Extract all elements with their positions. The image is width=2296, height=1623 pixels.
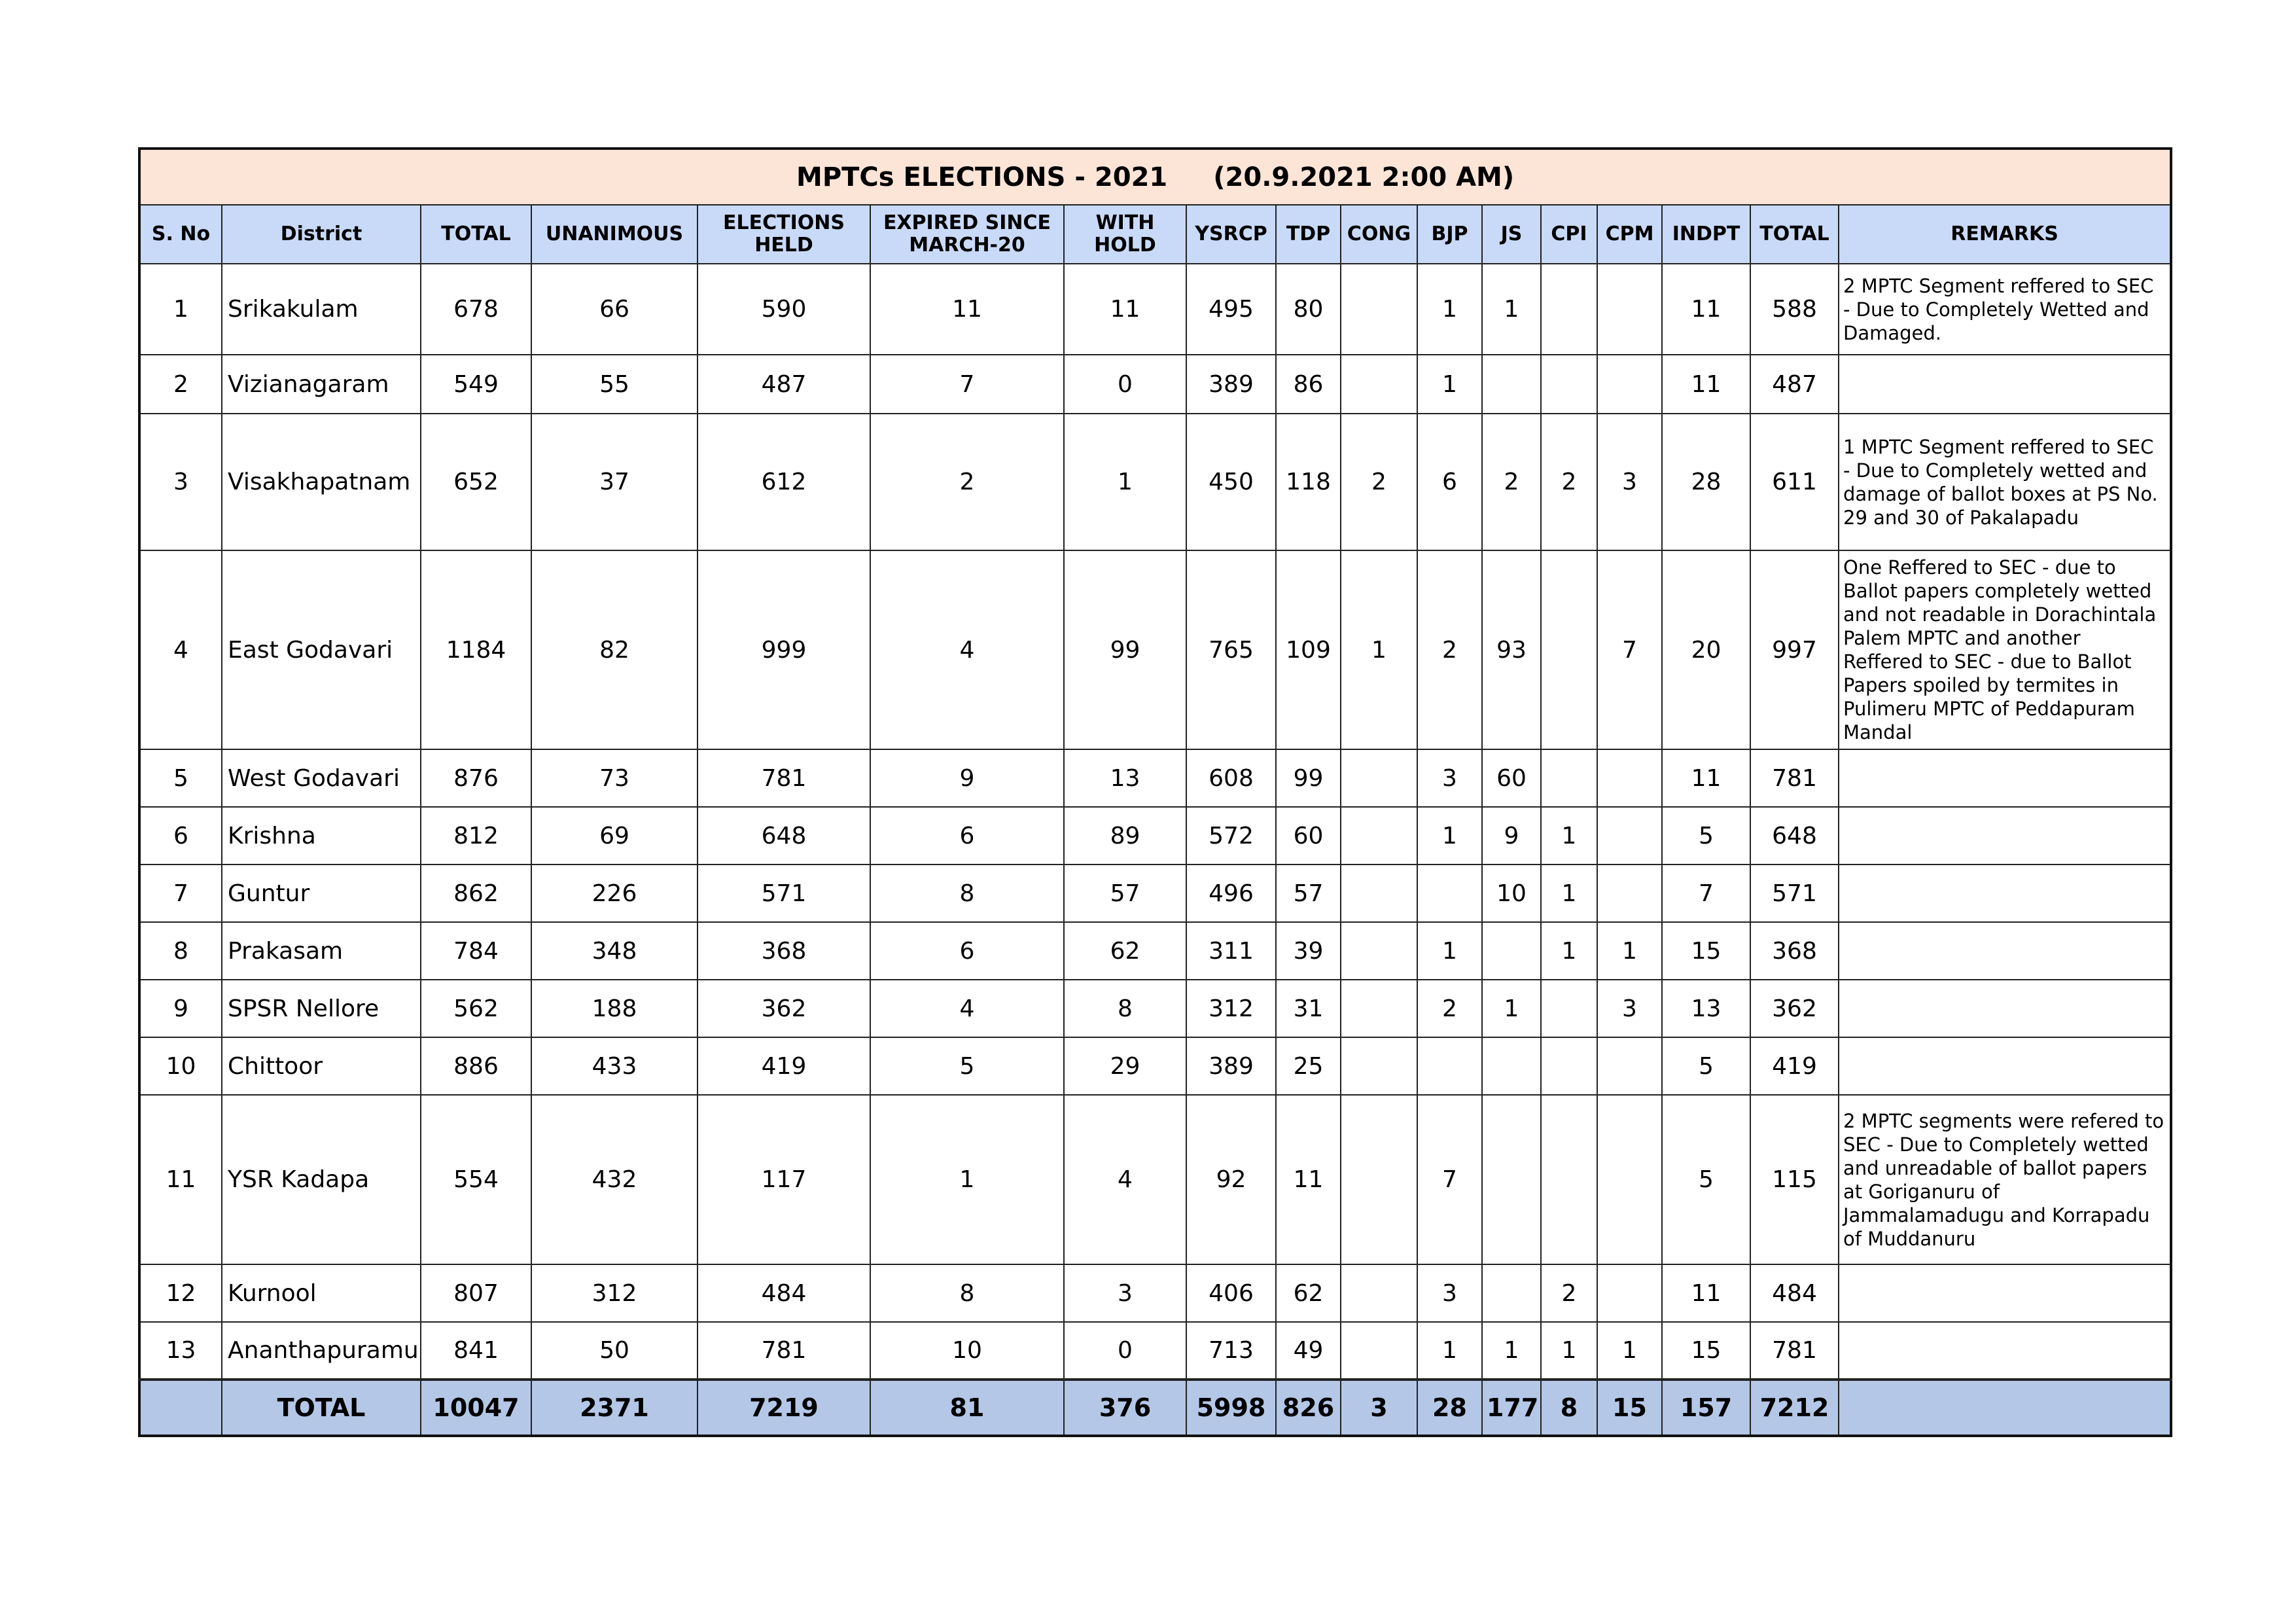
cell-indpt: 20: [1662, 550, 1750, 749]
cell-js: [1482, 1264, 1541, 1322]
cell-withhold: 8: [1064, 980, 1186, 1037]
cell-remarks: [1839, 749, 2171, 807]
cell-cpi: [1541, 264, 1597, 355]
cell-total2: 611: [1750, 414, 1839, 550]
table-row: [139, 414, 2171, 550]
cell-cpm: 3: [1597, 980, 1662, 1037]
header-unanimous: UNANIMOUS: [531, 205, 698, 264]
cell-expired: 7: [870, 355, 1064, 414]
cell-remarks: [1839, 1037, 2171, 1095]
cell-withhold: 29: [1064, 1037, 1186, 1095]
cell-tdp: 62: [1276, 1264, 1341, 1322]
cell-unanimous: 312: [531, 1264, 698, 1322]
cell-district: Prakasam: [222, 922, 421, 980]
cell-district: SPSR Nellore: [222, 980, 421, 1037]
cell-bjp: 1: [1417, 922, 1482, 980]
cell-ysrcp: 406: [1186, 1264, 1276, 1322]
cell-bjp: [1417, 865, 1482, 922]
table-row: [139, 922, 2171, 980]
cell-cong: [1341, 1095, 1417, 1264]
cell-sno: 11: [139, 1095, 222, 1264]
cell-total: 841: [421, 1322, 531, 1380]
cell-tdp: 11: [1276, 1095, 1341, 1264]
cell-expired: 2: [870, 414, 1064, 550]
cell-bjp: 1: [1417, 807, 1482, 865]
cell-remarks: 2 MPTC Segment reffered to SEC - Due to Completely Wetted and Damaged.: [1839, 264, 2171, 355]
cell-unanimous: 69: [531, 807, 698, 865]
cell-cpm: 1: [1597, 922, 1662, 980]
cell-withhold: 4: [1064, 1095, 1186, 1264]
cell-js: 60: [1482, 749, 1541, 807]
header-elections-held-line2: HELD: [754, 234, 813, 257]
cell-district: Srikakulam: [222, 264, 421, 355]
table-row: [139, 749, 2171, 807]
total-ysrcp: 5998: [1186, 1380, 1276, 1436]
cell-js: [1482, 1095, 1541, 1264]
cell-expired: 11: [870, 264, 1064, 355]
cell-bjp: 3: [1417, 1264, 1482, 1322]
cell-held: 419: [698, 1037, 870, 1095]
total-bjp: 28: [1417, 1380, 1482, 1436]
cell-total2: 419: [1750, 1037, 1839, 1095]
cell-unanimous: 348: [531, 922, 698, 980]
total-tdp: 826: [1276, 1380, 1341, 1436]
cell-district: West Godavari: [222, 749, 421, 807]
cell-sno: 1: [139, 264, 222, 355]
cell-unanimous: 433: [531, 1037, 698, 1095]
cell-cpi: 1: [1541, 807, 1597, 865]
cell-ysrcp: 572: [1186, 807, 1276, 865]
cell-indpt: 28: [1662, 414, 1750, 550]
total-total: 10047: [421, 1380, 531, 1436]
total-cong: 3: [1341, 1380, 1417, 1436]
cell-cong: [1341, 1322, 1417, 1380]
table-row: [139, 1095, 2171, 1264]
cell-indpt: 7: [1662, 865, 1750, 922]
cell-cpm: [1597, 1264, 1662, 1322]
cell-js: [1482, 1037, 1541, 1095]
cell-js: 1: [1482, 980, 1541, 1037]
cell-cpi: [1541, 749, 1597, 807]
cell-total: 784: [421, 922, 531, 980]
cell-withhold: 13: [1064, 749, 1186, 807]
cell-ysrcp: 312: [1186, 980, 1276, 1037]
cell-ysrcp: 389: [1186, 1037, 1276, 1095]
cell-remarks: [1839, 922, 2171, 980]
cell-unanimous: 73: [531, 749, 698, 807]
cell-unanimous: 37: [531, 414, 698, 550]
cell-js: 1: [1482, 264, 1541, 355]
header-withhold: [1064, 205, 1186, 264]
header-expired-line1: EXPIRED SINCE: [883, 211, 1051, 234]
cell-bjp: 1: [1417, 355, 1482, 414]
total-withhold: 376: [1064, 1380, 1186, 1436]
cell-unanimous: 432: [531, 1095, 698, 1264]
cell-indpt: 5: [1662, 807, 1750, 865]
cell-unanimous: 226: [531, 865, 698, 922]
cell-tdp: 80: [1276, 264, 1341, 355]
cell-js: 9: [1482, 807, 1541, 865]
cell-held: 999: [698, 550, 870, 749]
cell-bjp: 3: [1417, 749, 1482, 807]
cell-remarks: [1839, 355, 2171, 414]
cell-total2: 781: [1750, 749, 1839, 807]
cell-withhold: 0: [1064, 355, 1186, 414]
cell-indpt: 15: [1662, 922, 1750, 980]
cell-cpm: 3: [1597, 414, 1662, 550]
cell-tdp: 86: [1276, 355, 1341, 414]
report-timestamp: (20.9.2021 2:00 AM): [1213, 162, 1515, 192]
table-row: [139, 355, 2171, 414]
cell-withhold: 99: [1064, 550, 1186, 749]
cell-cong: 1: [1341, 550, 1417, 749]
cell-expired: 8: [870, 865, 1064, 922]
cell-bjp: 7: [1417, 1095, 1482, 1264]
total-cpi: 8: [1541, 1380, 1597, 1436]
cell-bjp: 1: [1417, 1322, 1482, 1380]
cell-sno: 10: [139, 1037, 222, 1095]
table-row: [139, 980, 2171, 1037]
cell-total: 562: [421, 980, 531, 1037]
table-row: [139, 1264, 2171, 1322]
header-ysrcp: YSRCP: [1186, 205, 1276, 264]
cell-cpi: [1541, 355, 1597, 414]
cell-cpi: [1541, 550, 1597, 749]
cell-held: 781: [698, 749, 870, 807]
cell-withhold: 11: [1064, 264, 1186, 355]
cell-ysrcp: 496: [1186, 865, 1276, 922]
cell-cong: [1341, 922, 1417, 980]
cell-withhold: 1: [1064, 414, 1186, 550]
cell-js: 2: [1482, 414, 1541, 550]
cell-district: Vizianagaram: [222, 355, 421, 414]
cell-cpm: [1597, 1037, 1662, 1095]
cell-total2: 368: [1750, 922, 1839, 980]
cell-total: 876: [421, 749, 531, 807]
header-total: TOTAL: [421, 205, 531, 264]
total-cpm: 15: [1597, 1380, 1662, 1436]
cell-bjp: 6: [1417, 414, 1482, 550]
cell-district: East Godavari: [222, 550, 421, 749]
cell-ysrcp: 495: [1186, 264, 1276, 355]
cell-total: 862: [421, 865, 531, 922]
cell-bjp: [1417, 1037, 1482, 1095]
cell-sno: 9: [139, 980, 222, 1037]
cell-held: 590: [698, 264, 870, 355]
cell-remarks: [1839, 807, 2171, 865]
cell-indpt: 11: [1662, 749, 1750, 807]
cell-remarks: 2 MPTC segments were refered to SEC - Due to Completely wetted and unreadable of ballot papers at Goriganuru of Jammalamadugu and Korrapadu of Muddanuru: [1839, 1095, 2171, 1264]
header-bjp: BJP: [1417, 205, 1482, 264]
cell-expired: 9: [870, 749, 1064, 807]
total-indpt: 157: [1662, 1380, 1750, 1436]
cell-sno: 2: [139, 355, 222, 414]
cell-js: [1482, 355, 1541, 414]
cell-held: 571: [698, 865, 870, 922]
cell-expired: 5: [870, 1037, 1064, 1095]
cell-held: 484: [698, 1264, 870, 1322]
cell-total: 812: [421, 807, 531, 865]
cell-expired: 8: [870, 1264, 1064, 1322]
cell-cpm: [1597, 1095, 1662, 1264]
cell-cpm: [1597, 264, 1662, 355]
cell-held: 648: [698, 807, 870, 865]
cell-total: 652: [421, 414, 531, 550]
table-row: [139, 550, 2171, 749]
cell-held: 117: [698, 1095, 870, 1264]
cell-cpm: [1597, 865, 1662, 922]
cell-total2: 362: [1750, 980, 1839, 1037]
cell-withhold: 3: [1064, 1264, 1186, 1322]
cell-unanimous: 50: [531, 1322, 698, 1380]
cell-sno: 3: [139, 414, 222, 550]
cell-tdp: 109: [1276, 550, 1341, 749]
cell-withhold: 62: [1064, 922, 1186, 980]
cell-unanimous: 66: [531, 264, 698, 355]
cell-total2: 571: [1750, 865, 1839, 922]
cell-cpm: [1597, 807, 1662, 865]
header-indpt: INDPT: [1662, 205, 1750, 264]
cell-expired: 4: [870, 980, 1064, 1037]
cell-total2: 781: [1750, 1322, 1839, 1380]
cell-total: 678: [421, 264, 531, 355]
cell-tdp: 57: [1276, 865, 1341, 922]
cell-tdp: 99: [1276, 749, 1341, 807]
cell-withhold: 89: [1064, 807, 1186, 865]
total-remarks-cell: [1839, 1380, 2171, 1436]
cell-district: YSR Kadapa: [222, 1095, 421, 1264]
cell-cong: 2: [1341, 414, 1417, 550]
cell-bjp: 2: [1417, 550, 1482, 749]
cell-sno: 13: [139, 1322, 222, 1380]
cell-indpt: 5: [1662, 1037, 1750, 1095]
cell-indpt: 5: [1662, 1095, 1750, 1264]
cell-cpm: [1597, 749, 1662, 807]
cell-total2: 588: [1750, 264, 1839, 355]
cell-district: Krishna: [222, 807, 421, 865]
cell-total2: 648: [1750, 807, 1839, 865]
cell-remarks: [1839, 1322, 2171, 1380]
table-row: [139, 807, 2171, 865]
cell-expired: 6: [870, 922, 1064, 980]
table-body: [139, 264, 2171, 1380]
cell-remarks: 1 MPTC Segment reffered to SEC - Due to Completely wetted and damage of ballot boxes at PS No. 29 and 30 of Pakalapadu: [1839, 414, 2171, 550]
total-row: [139, 1380, 2171, 1436]
title-row: [139, 149, 2171, 205]
cell-withhold: 57: [1064, 865, 1186, 922]
cell-cong: [1341, 355, 1417, 414]
total-sno-cell: [139, 1380, 222, 1436]
cell-expired: 4: [870, 550, 1064, 749]
cell-cong: [1341, 865, 1417, 922]
cell-held: 612: [698, 414, 870, 550]
header-withhold-line1: WITH: [1095, 211, 1155, 234]
cell-tdp: 25: [1276, 1037, 1341, 1095]
cell-js: 93: [1482, 550, 1541, 749]
cell-cpi: 1: [1541, 1322, 1597, 1380]
header-elections-held-line1: ELECTIONS: [723, 211, 845, 234]
header-remarks: REMARKS: [1839, 205, 2171, 264]
cell-ysrcp: 311: [1186, 922, 1276, 980]
total-unanimous: 2371: [531, 1380, 698, 1436]
header-cong: CONG: [1341, 205, 1417, 264]
cell-js: [1482, 922, 1541, 980]
cell-cpi: 2: [1541, 1264, 1597, 1322]
cell-cong: [1341, 749, 1417, 807]
cell-indpt: 11: [1662, 1264, 1750, 1322]
table-row: [139, 1322, 2171, 1380]
cell-remarks: One Reffered to SEC - due to Ballot papers completely wetted and not readable in Dorachintala Palem MPTC and another Reffered to SEC - due to Ballot Papers spoiled by termites in Pulimeru MPTC of Peddapuram Mandal: [1839, 550, 2171, 749]
total-label: TOTAL: [222, 1380, 421, 1436]
cell-ysrcp: 450: [1186, 414, 1276, 550]
cell-indpt: 11: [1662, 264, 1750, 355]
cell-ysrcp: 389: [1186, 355, 1276, 414]
cell-cpi: 2: [1541, 414, 1597, 550]
column-header-row: [139, 205, 2171, 264]
cell-sno: 5: [139, 749, 222, 807]
cell-total: 554: [421, 1095, 531, 1264]
cell-total: 807: [421, 1264, 531, 1322]
table-row: [139, 1037, 2171, 1095]
cell-sno: 6: [139, 807, 222, 865]
cell-sno: 4: [139, 550, 222, 749]
table-title: MPTCs ELECTIONS - 2021: [796, 162, 1168, 192]
total-total-won: 7212: [1750, 1380, 1839, 1436]
header-sno: S. No: [139, 205, 222, 264]
cell-district: Kurnool: [222, 1264, 421, 1322]
cell-ysrcp: 608: [1186, 749, 1276, 807]
cell-tdp: 49: [1276, 1322, 1341, 1380]
cell-remarks: [1839, 865, 2171, 922]
header-district: District: [222, 205, 421, 264]
cell-total2: 487: [1750, 355, 1839, 414]
mptc-results-table: [138, 147, 2172, 1437]
cell-ysrcp: 92: [1186, 1095, 1276, 1264]
header-withhold-line2: HOLD: [1094, 234, 1156, 257]
cell-indpt: 11: [1662, 355, 1750, 414]
cell-district: Guntur: [222, 865, 421, 922]
cell-indpt: 13: [1662, 980, 1750, 1037]
total-elections-held: 7219: [698, 1380, 870, 1436]
cell-total: 886: [421, 1037, 531, 1095]
cell-sno: 7: [139, 865, 222, 922]
cell-district: Ananthapuramu: [222, 1322, 421, 1380]
header-total-won: TOTAL: [1750, 205, 1839, 264]
total-js: 177: [1482, 1380, 1541, 1436]
cell-total2: 115: [1750, 1095, 1839, 1264]
cell-held: 368: [698, 922, 870, 980]
cell-cong: [1341, 264, 1417, 355]
cell-cpi: [1541, 1037, 1597, 1095]
cell-expired: 10: [870, 1322, 1064, 1380]
cell-cpi: 1: [1541, 922, 1597, 980]
cell-expired: 6: [870, 807, 1064, 865]
cell-unanimous: 188: [531, 980, 698, 1037]
cell-cong: [1341, 807, 1417, 865]
cell-cpi: [1541, 1095, 1597, 1264]
cell-cpi: [1541, 980, 1597, 1037]
cell-sno: 12: [139, 1264, 222, 1322]
total-expired: 81: [870, 1380, 1064, 1436]
cell-cpm: 1: [1597, 1322, 1662, 1380]
cell-ysrcp: 765: [1186, 550, 1276, 749]
cell-cpi: 1: [1541, 865, 1597, 922]
table-row: [139, 865, 2171, 922]
cell-indpt: 15: [1662, 1322, 1750, 1380]
cell-cong: [1341, 1264, 1417, 1322]
cell-sno: 8: [139, 922, 222, 980]
table-row: [139, 264, 2171, 355]
cell-total: 549: [421, 355, 531, 414]
header-js: JS: [1482, 205, 1541, 264]
cell-remarks: [1839, 1264, 2171, 1322]
cell-cpm: 7: [1597, 550, 1662, 749]
cell-held: 781: [698, 1322, 870, 1380]
cell-held: 362: [698, 980, 870, 1037]
cell-bjp: 2: [1417, 980, 1482, 1037]
cell-tdp: 39: [1276, 922, 1341, 980]
cell-total2: 484: [1750, 1264, 1839, 1322]
cell-total2: 997: [1750, 550, 1839, 749]
cell-tdp: 31: [1276, 980, 1341, 1037]
cell-cong: [1341, 1037, 1417, 1095]
header-cpi: CPI: [1541, 205, 1597, 264]
header-elections-held: [698, 205, 870, 264]
cell-tdp: 118: [1276, 414, 1341, 550]
cell-total: 1184: [421, 550, 531, 749]
header-tdp: TDP: [1276, 205, 1341, 264]
cell-remarks: [1839, 980, 2171, 1037]
cell-expired: 1: [870, 1095, 1064, 1264]
cell-cpm: [1597, 355, 1662, 414]
table-title-cell: [139, 149, 2171, 205]
cell-held: 487: [698, 355, 870, 414]
cell-district: Chittoor: [222, 1037, 421, 1095]
cell-js: 10: [1482, 865, 1541, 922]
header-cpm: CPM: [1597, 205, 1662, 264]
cell-unanimous: 82: [531, 550, 698, 749]
cell-unanimous: 55: [531, 355, 698, 414]
cell-tdp: 60: [1276, 807, 1341, 865]
cell-withhold: 0: [1064, 1322, 1186, 1380]
header-expired: [870, 205, 1064, 264]
cell-js: 1: [1482, 1322, 1541, 1380]
cell-cong: [1341, 980, 1417, 1037]
header-expired-line2: MARCH-20: [909, 234, 1025, 257]
cell-district: Visakhapatnam: [222, 414, 421, 550]
cell-ysrcp: 713: [1186, 1322, 1276, 1380]
cell-bjp: 1: [1417, 264, 1482, 355]
